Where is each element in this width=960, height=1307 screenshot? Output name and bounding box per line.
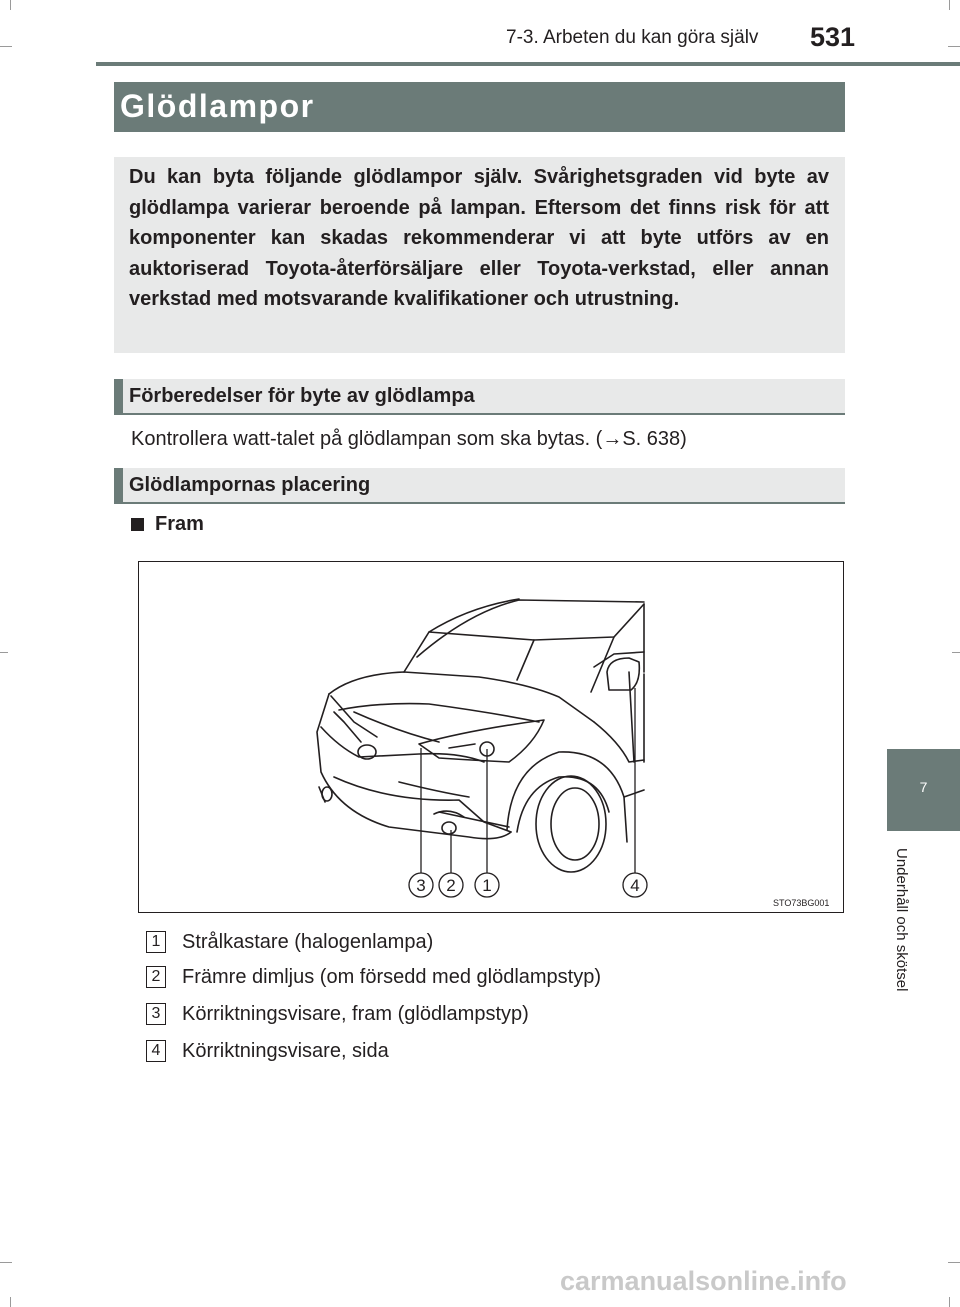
legend-number: 3 — [146, 1003, 166, 1025]
chapter-label-text: Underhåll och skötsel — [893, 848, 910, 992]
intro-text: Du kan byta följande glödlampor själv. Svårighetsgraden vid byte av glödlampa varierar beroende på lampan. Eftersom det finns risk för att komponenter kan skadas rekommenderar vi att byte utförs av en auktoriserad Toyota-återförsäljare eller Toyota-verkstad, eller annan verkstad med motsvarande kvalifikationer och utrustning. — [129, 166, 829, 310]
preparation-text: Kontrollera watt-talet på glödlampan som ska bytas. (→S. 638) — [131, 428, 687, 450]
page-title-bar — [114, 82, 845, 132]
intro-box — [114, 157, 845, 353]
legend-number: 4 — [146, 1040, 166, 1062]
crop-mark — [949, 1297, 950, 1307]
crop-mark — [948, 46, 960, 47]
crop-mark — [949, 0, 950, 10]
legend-text: Körriktningsvisare, fram (glödlampstyp) — [182, 1003, 529, 1025]
car-front-drawing — [139, 562, 844, 913]
crop-mark — [948, 1262, 960, 1263]
chapter-number: 7 — [919, 779, 928, 795]
header-rule — [96, 62, 960, 66]
subheading-front: Fram — [155, 513, 204, 535]
section-heading-text: Förberedelser för byte av glödlampa — [129, 385, 475, 407]
crop-mark — [0, 1262, 12, 1263]
legend-text: Strålkastare (halogenlampa) — [182, 931, 434, 953]
legend-text: Främre dimljus (om försedd med glödlampstyp) — [182, 966, 602, 988]
legend-number: 1 — [146, 931, 166, 953]
chapter-label — [884, 848, 924, 1038]
section-heading-preparation — [114, 379, 845, 415]
crop-mark — [0, 46, 12, 47]
callout-4-label: 4 — [630, 876, 640, 895]
crop-mark — [0, 652, 8, 653]
page-number: 531 — [810, 22, 856, 52]
subheading-square-icon — [131, 518, 144, 531]
callout-3-label: 3 — [416, 876, 426, 895]
crop-mark — [952, 652, 960, 653]
section-heading-text: Glödlampornas placering — [129, 474, 371, 496]
header-section-title: 7-3. Arbeten du kan göra själv — [506, 27, 759, 48]
legend-number: 2 — [146, 966, 166, 988]
section-heading-bar — [114, 468, 123, 504]
callout-2-label: 2 — [446, 876, 456, 895]
crop-mark — [10, 0, 11, 10]
section-heading-placement — [114, 468, 845, 504]
watermark: carmanualsonline.info — [560, 1266, 847, 1296]
legend-text: Körriktningsvisare, sida — [182, 1040, 389, 1062]
section-heading-bar — [114, 379, 123, 415]
chapter-tab — [887, 749, 960, 831]
figure-id: STO73BG001 — [773, 898, 830, 908]
page-title: Glödlampor — [120, 88, 315, 124]
car-front-illustration — [138, 561, 844, 913]
crop-mark — [10, 1297, 11, 1307]
callout-1-label: 1 — [482, 876, 492, 895]
